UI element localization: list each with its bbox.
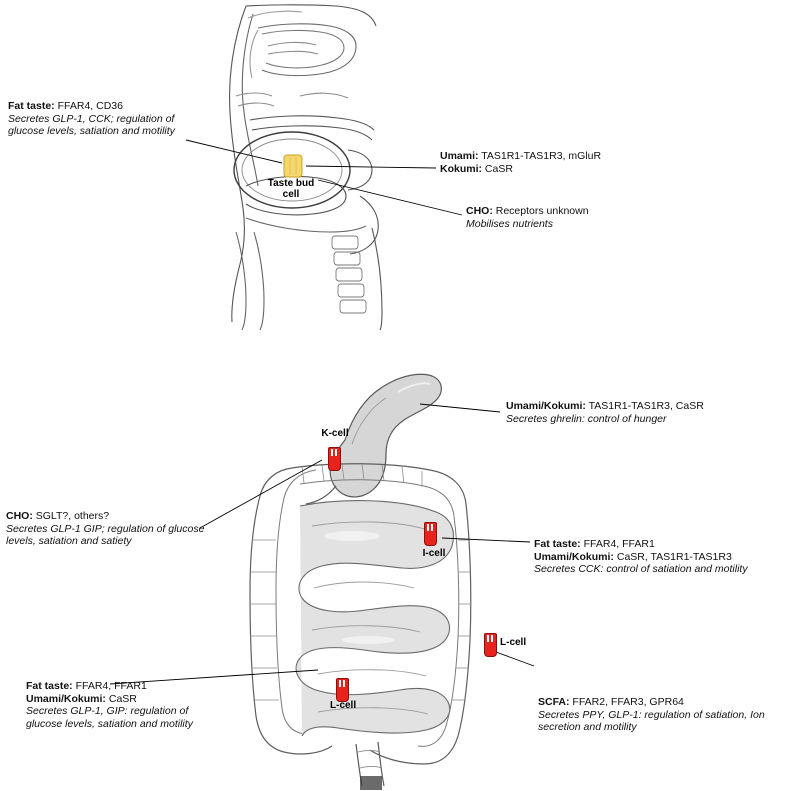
k-cell-cho-receptors: SGLT?, others? bbox=[32, 510, 110, 522]
l-cell-left-umami-header: Umami/Kokumi: bbox=[26, 692, 106, 705]
l-cell-icon-right bbox=[484, 633, 497, 657]
i-cell-label: I-cell bbox=[422, 548, 446, 559]
i-cell-umami-receptors: CaSR, TAS1R1-TAS1R3 bbox=[613, 550, 732, 563]
k-cell-cho-body: Secretes GLP-1 GIP; regulation of glucose levels, satiation and satiety bbox=[6, 522, 205, 548]
l-cell-label-right: L-cell bbox=[500, 637, 527, 648]
k-cell-cho-annotation bbox=[6, 510, 210, 548]
l-cell-left-fat-header: Fat taste: bbox=[26, 680, 73, 692]
l-cell-left-umami-receptors: CaSR bbox=[105, 692, 137, 705]
umami-receptors: TAS1R1-TAS1R3, mGluR bbox=[478, 150, 602, 162]
kokumi-header: Kokumi: bbox=[440, 162, 482, 175]
l-cell-left-annotation bbox=[26, 680, 226, 730]
i-cell-fat-receptors: FFAR4, FFAR1 bbox=[580, 538, 655, 550]
cho-annotation bbox=[466, 205, 716, 230]
cho-body: Mobilises nutrients bbox=[466, 217, 553, 230]
taste-bud-cell-marker bbox=[284, 155, 302, 177]
fat-taste-header: Fat taste: bbox=[8, 100, 55, 112]
l-cell-right-scfa-annotation bbox=[538, 696, 774, 734]
stomach-umami-kokumi-body: Secretes ghrelin: control of hunger bbox=[506, 412, 667, 425]
umami-kokumi-annotation bbox=[440, 150, 690, 175]
k-cell-icon bbox=[328, 447, 341, 471]
i-cell-umami-header: Umami/Kokumi: bbox=[534, 550, 614, 563]
k-cell-label: K-cell bbox=[321, 428, 349, 439]
l-cell-left-fat-receptors: FFAR4, FFAR1 bbox=[72, 680, 147, 692]
umami-header: Umami: bbox=[440, 150, 479, 162]
cho-header: CHO: bbox=[466, 205, 493, 217]
l-cell-label-left: L-cell bbox=[330, 700, 357, 711]
scfa-header: SCFA: bbox=[538, 696, 570, 708]
stomach-umami-kokumi-annotation bbox=[506, 400, 766, 425]
fat-taste-annotation bbox=[8, 100, 188, 138]
i-cell-icon bbox=[424, 522, 437, 546]
stomach-umami-kokumi-receptors: TAS1R1-TAS1R3, CaSR bbox=[585, 400, 704, 412]
i-cell-annotation bbox=[534, 538, 784, 576]
kokumi-receptors: CaSR bbox=[482, 162, 513, 175]
l-cell-left-body: Secretes GLP-1, GIP: regulation of glucose levels, satiation and motility bbox=[26, 705, 193, 730]
taste-bud-cell-label: Taste bud cell bbox=[267, 178, 315, 200]
rectum bbox=[356, 742, 384, 790]
scfa-receptors: FFAR2, FFAR3, GPR64 bbox=[569, 696, 684, 708]
stomach-umami-kokumi-header: Umami/Kokumi: bbox=[506, 400, 586, 412]
fat-taste-receptors: FFAR4, CD36 bbox=[54, 100, 123, 112]
fat-taste-body: Secretes GLP-1, CCK; regulation of glucose levels, satiation and motility bbox=[8, 112, 175, 138]
i-cell-fat-header: Fat taste: bbox=[534, 538, 581, 550]
k-cell-cho-header: CHO: bbox=[6, 510, 33, 522]
i-cell-body: Secretes CCK: control of satiation and motility bbox=[534, 563, 748, 576]
cho-receptors: Receptors unknown bbox=[492, 205, 589, 217]
scfa-body: Secretes PPY, GLP-1: regulation of satiation, Ion secretion and motility bbox=[538, 708, 765, 734]
l-cell-icon-left bbox=[336, 678, 349, 702]
